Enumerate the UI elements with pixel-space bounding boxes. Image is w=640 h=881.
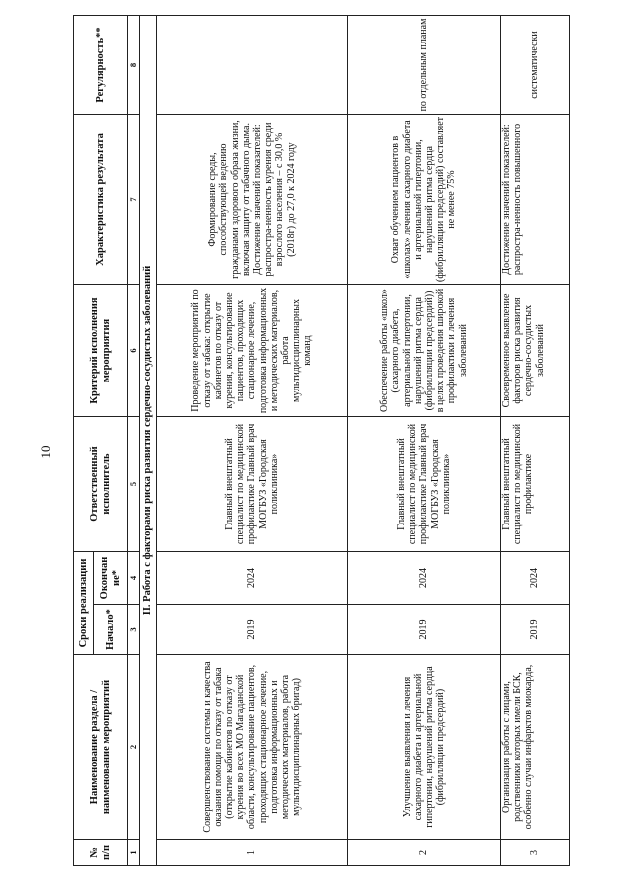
column-number: 6: [128, 285, 140, 417]
table-row: [501, 16, 570, 866]
row-responsible: Главный внештатный специалист по медицинской профилактике Главный врач МОГБУЗ «Городская поликлиника»: [157, 417, 348, 552]
row-num: 3: [501, 840, 570, 866]
row-result: Достижение значений показателей: распростра-ненность повышенного: [501, 115, 570, 285]
column-number: 1: [128, 840, 140, 866]
row-start: 2019: [157, 605, 348, 655]
row-criterion: Обеспечение работы «школ» (сахарного диабета, артериальной гипертонии, нарушений ритма сердца (фибрилляции предсердий)) в целях проведения широкой профилактики и лечения заболеваний: [348, 285, 501, 417]
row-criterion: Проведение мероприятий по отказу от табака: открытие кабинетов по отказу от курения, консультирование пациентов, проходящих стационарное лечение, подготовка информационных и методических материалов, работа мультидисциплинарных команд: [157, 285, 348, 417]
column-number: 8: [128, 16, 140, 115]
row-result: Охват обучением пациентов в «школах» лечения сахарного диабета и артериальной гипертонии, нарушений ритма сердца (фибрилляции предсердий) составляет не менее 75%: [348, 115, 501, 285]
row-result: Формирование среды, способствующей ведению гражданами здорового образа жизни, включая защиту от табачного дыма. Достижение значений показателей: распростра-ненность курения среди взрослого населения – с 30,0 % (2018г) до 27,0 к 2024 году: [157, 115, 348, 285]
column-number: 7: [128, 115, 140, 285]
header-period: Сроки реализации: [74, 552, 94, 655]
header-name: Наименование раздела /наименование мероприятий: [74, 655, 128, 840]
row-num: 2: [348, 840, 501, 866]
column-number: 2: [128, 655, 140, 840]
header-start: Начало*: [94, 605, 128, 655]
rotated-table-container: [73, 16, 613, 866]
header-criterion: Критерий исполнения мероприятия: [74, 285, 128, 417]
row-end: 2024: [501, 552, 570, 605]
row-num: 1: [157, 840, 348, 866]
column-number: 3: [128, 605, 140, 655]
row-regularity: по отдельным планам: [348, 16, 501, 115]
header-end: Окончание*: [94, 552, 128, 605]
column-number: 4: [128, 552, 140, 605]
row-name: Совершенствование системы и качества оказания помощи по отказу от табака (открытие кабинетов по отказу от курения во всех МО Магаданской области, консультирование пациентов, проходящих стационарное лечение, подготовка информационных и методических материалов, работа мультидисциплинарных бригад): [157, 655, 348, 840]
row-responsible: Главный внештатный специалист по медицинской профилактике Главный врач МОГБУЗ «Городская поликлиника»: [348, 417, 501, 552]
row-end: 2024: [348, 552, 501, 605]
table-row: [348, 16, 501, 866]
row-start: 2019: [501, 605, 570, 655]
row-start: 2019: [348, 605, 501, 655]
row-regularity: [157, 16, 348, 115]
row-name: Организация работы с лицами, родственники которых имели БСК, особенно случаи инфарктов миокарда,: [501, 655, 570, 840]
column-numbers-row: [128, 16, 140, 866]
table-row: [157, 16, 348, 866]
row-criterion: Своевременное выявление факторов риска развития сердечно-сосудистых заболеваний: [501, 285, 570, 417]
header-result: Характеристика результата: [74, 115, 128, 285]
header-regularity: Регулярность**: [74, 16, 128, 115]
row-regularity: систематически: [501, 16, 570, 115]
column-number: 5: [128, 417, 140, 552]
row-responsible: Главный внештатный специалист по медицинской профилактике: [501, 417, 570, 552]
row-name: Улучшение выявления и лечения сахарного диабета и артериальной гипертонии, нарушений ритма сердца (фибрилляции предсердий): [348, 655, 501, 840]
row-end: 2024: [157, 552, 348, 605]
header-num: № п/п: [74, 840, 128, 866]
program-table: [73, 15, 570, 866]
header-responsible: Ответственный исполнитель: [74, 417, 128, 552]
section-title: II. Работа с факторами риска развития сердечно-сосудистых заболеваний: [140, 16, 157, 866]
page-number: 10: [38, 445, 53, 459]
